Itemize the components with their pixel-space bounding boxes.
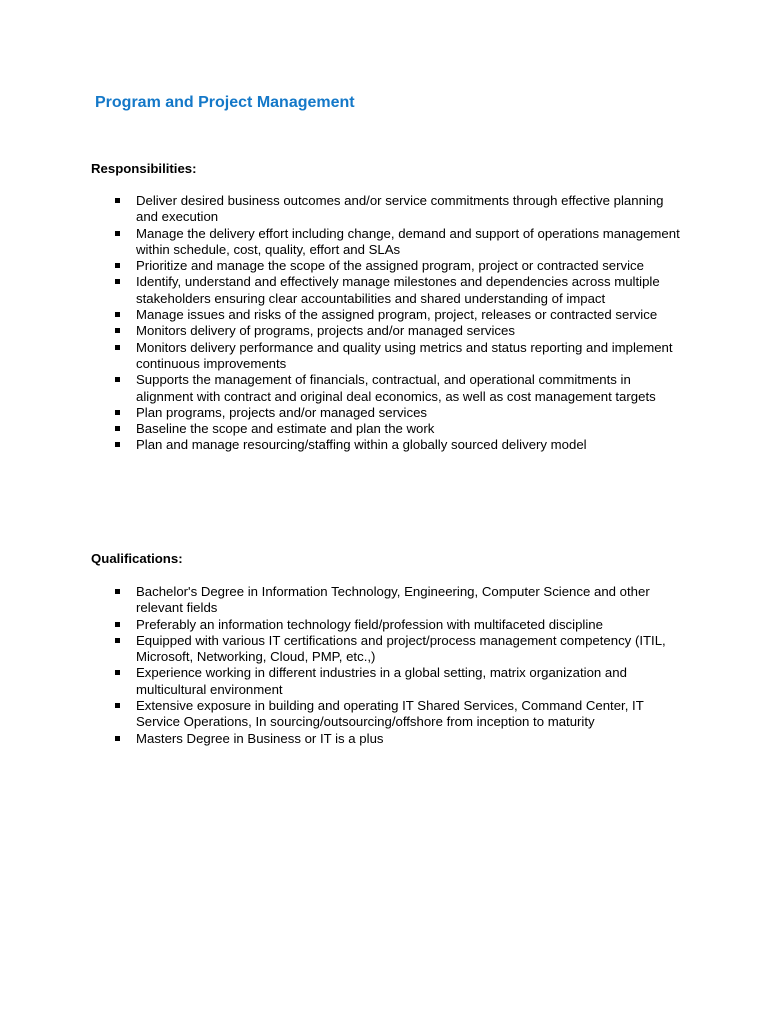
responsibility-item-text: Deliver desired business outcomes and/or service commitments through effective planning and execution [136, 193, 664, 225]
bullet-icon [115, 410, 120, 415]
qualification-item-text: Extensive exposure in building and operating IT Shared Services, Command Center, IT Service Operations, In sourcing/outsourcing/offshore from inception to maturity [136, 698, 644, 730]
responsibility-item-text: Manage issues and risks of the assigned program, project, releases or contracted service [136, 307, 658, 323]
responsibility-item [115, 323, 685, 339]
responsibilities-heading: Responsibilities: [91, 161, 197, 176]
bullet-icon [115, 345, 120, 350]
bullet-icon [115, 279, 120, 284]
qualifications-heading: Qualifications: [91, 551, 183, 566]
qualification-item-text: Equipped with various IT certifications and project/process management competency (ITIL, Microsoft, Networking, Cloud, PMP, etc.,) [136, 632, 666, 665]
responsibility-item-text: Baseline the scope and estimate and plan the work [136, 421, 435, 437]
responsibility-item [115, 421, 685, 437]
qualification-item-text: Preferably an information technology field/profession with multifaceted discipline [136, 616, 603, 632]
responsibility-item-text: Identify, understand and effectively manage milestones and dependencies across multiple stakeholders ensuring clear accountabilities and shared understanding of impact [136, 274, 660, 306]
bullet-icon [115, 328, 120, 333]
bullet-icon [115, 703, 120, 708]
bullet-icon [115, 736, 120, 741]
qualification-item [115, 584, 685, 617]
bullet-icon [115, 442, 120, 447]
bullet-icon [115, 622, 120, 627]
qualification-item-text: Bachelor's Degree in Information Technology, Engineering, Computer Science and other relevant fields [136, 584, 650, 616]
responsibility-item [115, 274, 685, 307]
responsibility-item [115, 307, 685, 323]
qualification-item [115, 731, 685, 747]
responsibility-item [115, 405, 685, 421]
bullet-icon [115, 638, 120, 643]
responsibility-item-text: Monitors delivery of programs, projects and/or managed services [136, 323, 515, 339]
qualifications-list [115, 584, 685, 747]
responsibility-item [115, 437, 685, 453]
page-title: Program and Project Management [95, 94, 355, 111]
bullet-icon [115, 312, 120, 317]
responsibility-item-text: Prioritize and manage the scope of the assigned program, project or contracted service [136, 258, 644, 274]
qualification-item [115, 633, 685, 666]
qualification-item [115, 665, 685, 698]
qualification-item-text: Masters Degree in Business or IT is a plus [136, 730, 384, 746]
qualification-item [115, 698, 685, 731]
bullet-icon [115, 198, 120, 203]
bullet-icon [115, 377, 120, 382]
responsibilities-list [115, 193, 685, 454]
qualification-item-text: Experience working in different industries in a global setting, matrix organization and multicultural environment [136, 665, 627, 697]
bullet-icon [115, 670, 120, 675]
responsibility-item [115, 372, 685, 405]
bullet-icon [115, 263, 120, 268]
bullet-icon [115, 231, 120, 236]
bullet-icon [115, 589, 120, 594]
responsibility-item [115, 258, 685, 274]
responsibility-item-text: Monitors delivery performance and quality using metrics and status reporting and implement continuous improvements [136, 339, 673, 371]
qualification-item [115, 617, 685, 633]
responsibility-item-text: Plan programs, projects and/or managed services [136, 404, 428, 420]
bullet-icon [115, 426, 120, 431]
responsibility-item-text: Supports the management of financials, contractual, and operational commitments in alignment with contract and original deal economics, as well as cost management targets [136, 372, 656, 404]
responsibility-item [115, 340, 685, 373]
responsibility-item [115, 193, 685, 226]
responsibility-item-text: Manage the delivery effort including change, demand and support of operations management within schedule, cost, quality, effort and SLAs [136, 225, 680, 257]
responsibility-item [115, 226, 685, 259]
responsibility-item-text: Plan and manage resourcing/staffing within a globally sourced delivery model [136, 437, 587, 453]
